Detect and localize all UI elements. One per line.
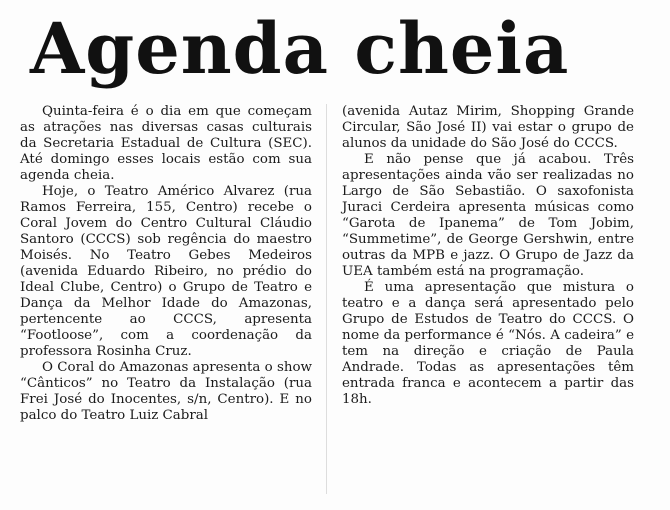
paragraph-continuation: (avenida Autaz Mirim, Shopping Grande Circular, São José II) vai estar o grupo de alunos da unidade do São José do CCCS. [342,104,634,151]
column-divider [326,104,327,494]
paragraph-coral-amazonas: O Coral do Amazonas apresenta o show “Cânticos” no Teatro da Instalação (rua Frei José do Inocentes, s/n, Centro). E no palco do Teatro Luiz Cabral [20,360,312,423]
left-column [20,104,312,424]
paragraph-today-program: Hoje, o Teatro Américo Alvarez (rua Ramos Ferreira, 155, Centro) recebe o Coral Jovem do Centro Cultural Cláudio Santoro (CCCS) sob regência do maestro Moisés. No Teatro Gebes Medeiros (avenida Eduardo Ribeiro, no prédio do Ideal Clube, Centro) o Grupo de Teatro e Dança da Melhor Idade do Amazonas, pertencente ao CCCS, apresenta “Footloose”, com a coordenação da professora Rosinha Cruz. [20,184,312,359]
paragraph-intro: Quinta-feira é o dia em que começam as atrações nas diversas casas culturais da Secretaria Estadual de Cultura (SEC). Até domingo esses locais estão com sua agenda cheia. [20,104,312,183]
paragraph-largo-sao-sebastiao: E não pense que já acabou. Três apresentações ainda vão ser realizadas no Largo de São Sebastião. O saxofonista Juraci Cerdeira apresenta músicas como “Garota de Ipanema” de Tom Jobim, “Summetime”, de George Gershwin, entre outras da MPB e jazz. O Grupo de Jazz da UEA também está na programação. [342,152,634,279]
right-column [342,104,634,408]
paragraph-performance: É uma apresentação que mistura o teatro e a dança será apresentado pelo Grupo de Estudos de Teatro do CCCS. O nome da performance é “Nós. A cadeira” e tem na direção e criação de Paula Andrade. Todas as apresentações têm entrada franca e acontecem a partir das 18h. [342,280,634,407]
headline: Agenda cheia [30,7,570,90]
